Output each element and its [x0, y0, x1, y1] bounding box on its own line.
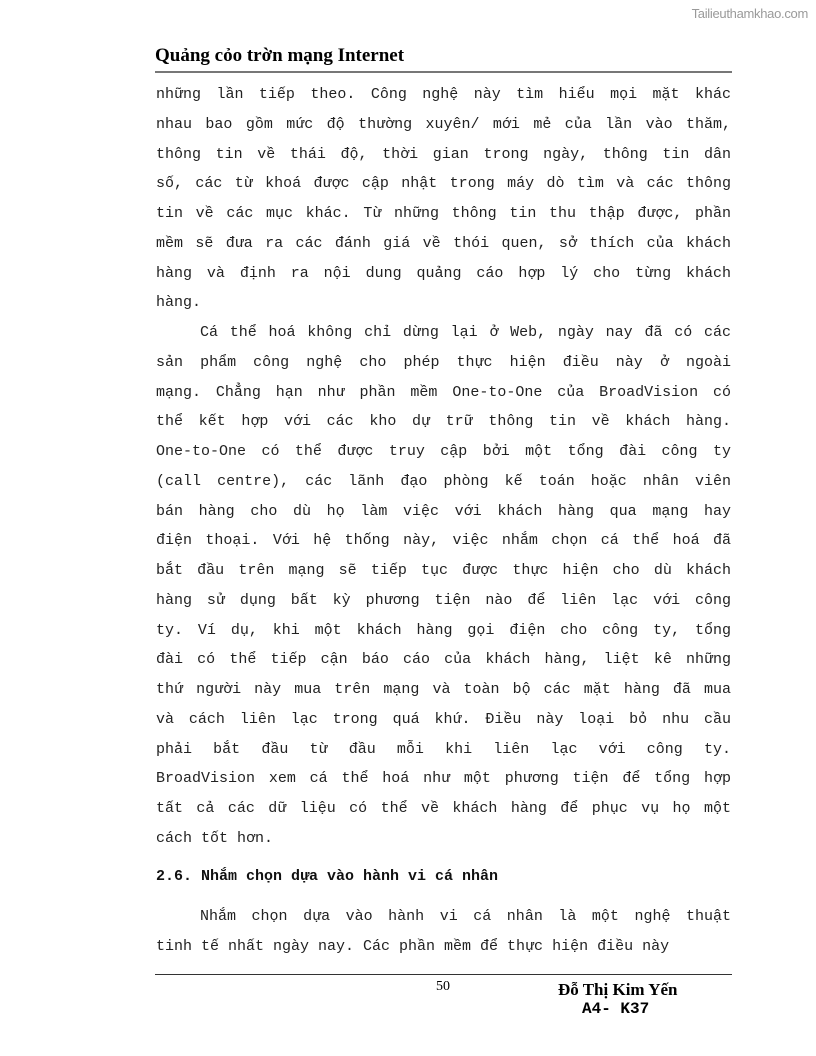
header-rule: [155, 71, 732, 73]
page-number: 50: [436, 979, 450, 994]
text-line: hàng và định ra nội dung quảng cáo hợp lý cho từng khách: [156, 264, 731, 282]
text-line: thông tin về thái độ, thời gian trong ngày, thông tin dân: [156, 145, 731, 163]
text-line: đài có thể tiếp cận báo cáo của khách hàng, liệt kê những: [156, 651, 731, 669]
text-line: sản phẩm công nghệ cho phép thực hiện điều này ở ngoài: [156, 353, 731, 371]
text-line: Nhắm chọn dựa vào hành vi cá nhân là một nghệ thuật: [200, 908, 731, 925]
text-line: tinh tế nhất ngày nay. Các phần mềm để thực hiện điều này: [156, 937, 670, 955]
footer-rule: [155, 974, 732, 975]
text-line: mềm sẽ đưa ra các đánh giá về thói quen, sở thích của khách: [156, 234, 731, 252]
text-line: cách tốt hơn.: [156, 829, 274, 847]
text-line: BroadVision xem cá thể hoá như một phương tiện để tổng hợp: [156, 770, 731, 788]
text-line: tin về các mục khác. Từ những thông tin thu thập được, phần: [156, 205, 731, 222]
watermark: Tailieuthamkhao.com: [691, 6, 808, 21]
footer-class: A4- K37: [582, 1000, 650, 1018]
text-line: hàng.: [156, 294, 202, 312]
text-line: nhau bao gồm mức độ thường xuyên/ mới mẻ của lần vào thăm,: [156, 115, 731, 133]
text-line: ty. Ví dụ, khi một khách hàng gọi điện cho công ty, tổng: [156, 621, 731, 639]
text-line: phải bắt đầu từ đầu mỗi khi liên lạc với công ty.: [156, 740, 731, 758]
text-line: số, các từ khoá được cập nhật trong máy dò tìm và các thông: [156, 175, 731, 193]
section-heading: 2.6. Nhắm chọn dựa vào hành vi cá nhân: [156, 868, 499, 885]
text-line: bắt đầu trên mạng sẽ tiếp tục được thực hiện cho dù khách: [156, 562, 731, 579]
text-line: và cách liên lạc trong quá khứ. Điều này loại bỏ nhu cầu: [156, 710, 731, 728]
text-line: hàng sử dụng bất kỳ phương tiện nào để liên lạc với công: [156, 591, 731, 609]
text-line: những lần tiếp theo. Công nghệ này tìm hiểu mọi mặt khác: [156, 86, 731, 103]
body-text: [156, 80, 731, 854]
text-line: thứ người này mua trên mạng và toàn bộ các mặt hàng đã mua: [156, 681, 731, 698]
text-line: mạng. Chẳng hạn như phần mềm One-to-One của BroadVision có: [156, 383, 731, 401]
text-line: Cá thể hoá không chỉ dừng lại ở Web, ngày nay đã có các: [200, 324, 731, 341]
text-line: thể kết hợp với các kho dự trữ thông tin về khách hàng.: [156, 413, 731, 431]
section-paragraph: [156, 902, 731, 962]
text-line: tất cả các dữ liệu có thể về khách hàng để phục vụ họ một: [156, 800, 731, 817]
text-line: điện thoại. Với hệ thống này, việc nhắm chọn cá thể hoá đã: [156, 532, 731, 550]
text-line: One-to-One có thể được truy cập bởi một tổng đài công ty: [156, 443, 731, 460]
text-line: (call centre), các lãnh đạo phòng kế toán hoặc nhân viên: [156, 472, 731, 490]
footer-author: Đỗ Thị Kim Yến: [558, 980, 678, 999]
running-header-title: Quảng cỏo trờn mạng Internet: [155, 45, 405, 66]
text-line: bán hàng cho dù họ làm việc với khách hàng qua mạng hay: [156, 502, 731, 520]
